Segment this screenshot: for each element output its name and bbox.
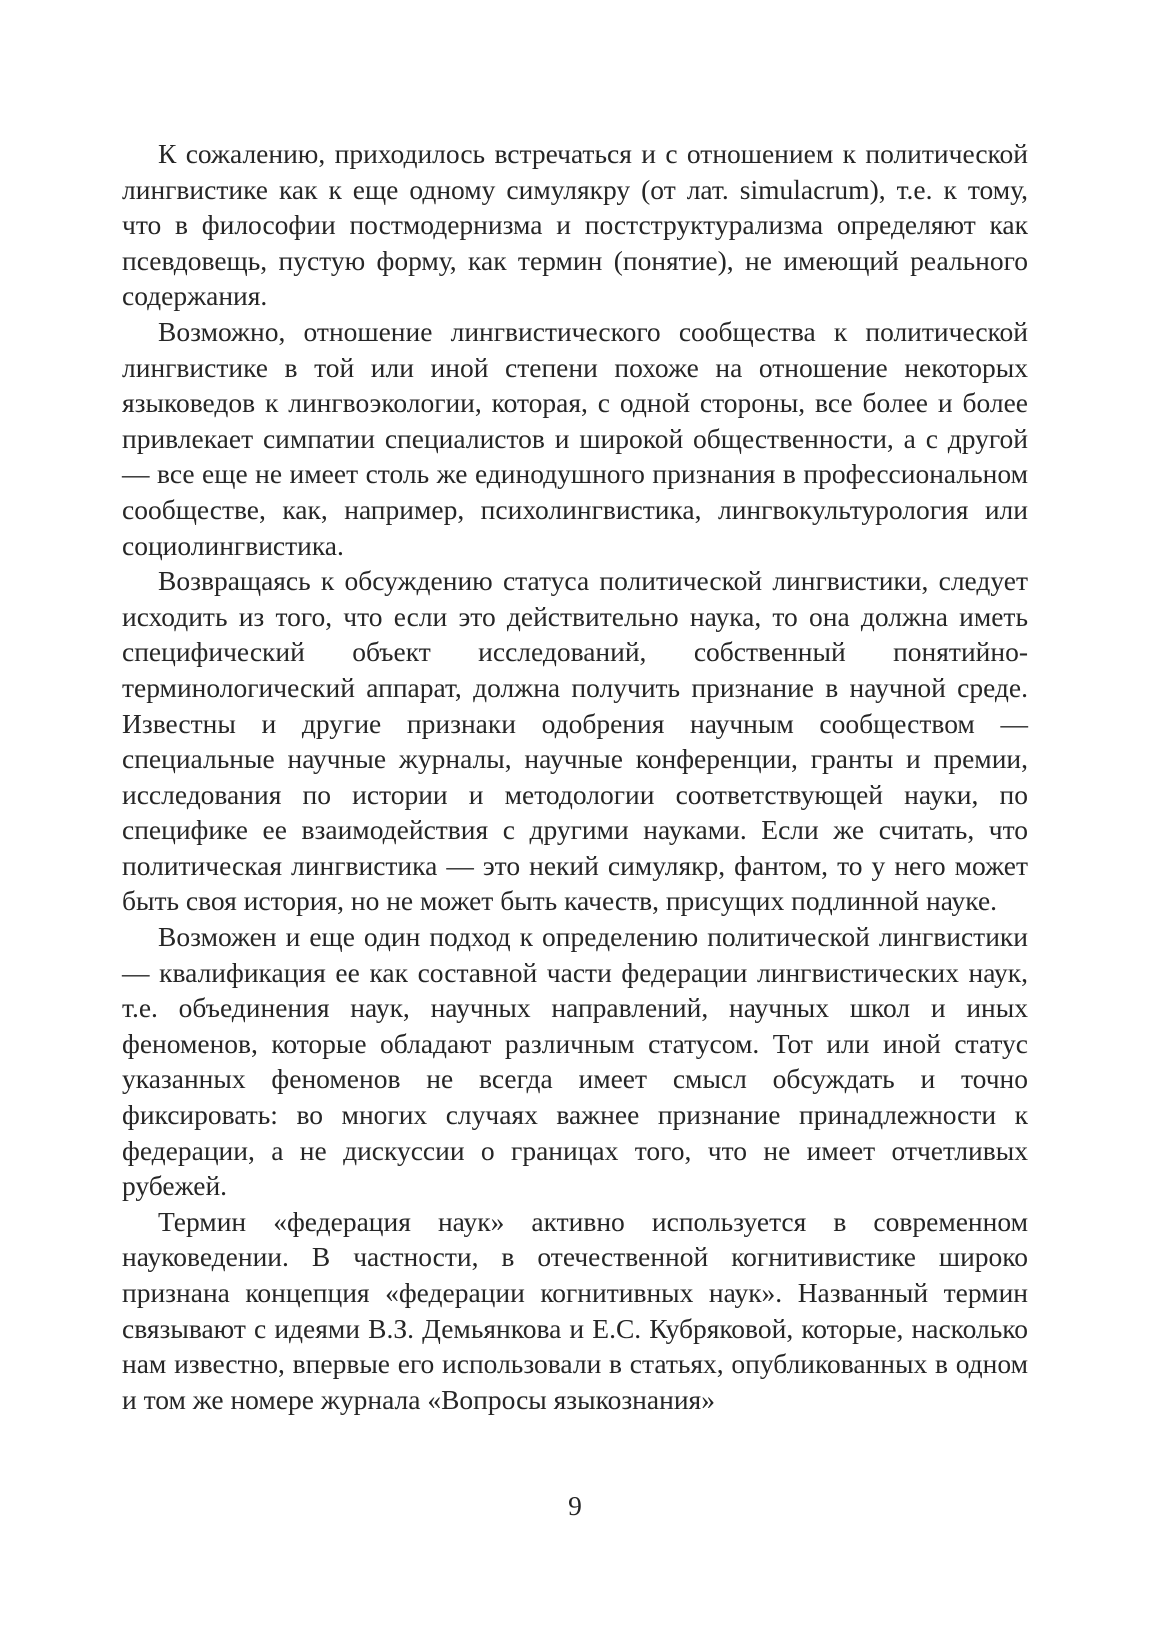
paragraph-simulacrum: К сожалению, приходилось встречаться и с отношением к политической лингвистике как к еще одному симулякру (от лат. simulacrum), т.е. к тому, что в философии постмодернизма и постструктурализма определяют как псевдовещь, пустую форму, как термин (понятие), не имеющий реального содержания. — [122, 138, 1028, 312]
body-text — [122, 136, 1028, 1417]
paragraph-term-federation: Термин «федерация наук» активно используется в современном науковедении. В частности, в отечественной когнитивистике широко признана концепция «федерации когнитивных наук». Названный термин связывают с идеями В.З. Демьянкова и Е.С. Кубряковой, которые, насколько нам известно, впервые его использовали в статьях, опубликованных в одном и том же номере журнала «Вопросы языкознания» — [122, 1205, 1028, 1415]
paragraph-federation: Возможен и еще один подход к определению политической лингвистики — квалификация ее как составной части федерации лингвистических наук, т.е. объединения наук, научных направлений, научных школ и иных феноменов, которые обладают различным статусом. Тот или иной статус указанных феноменов не всегда имеет смысл обсуждать и точно фиксировать: во многих случаях важнее признание принадлежности к федерации, а не дискуссии о границах того, что не имеет отчетливых рубежей. — [122, 921, 1028, 1202]
page-number: 9 — [568, 1490, 582, 1521]
paragraph-linguoecology: Возможно, отношение лингвистического сообщества к политической лингвистике в той или иной степени похоже на отношение некоторых языковедов к лингвоэкологии, которая, с одной стороны, все более и более привлекает симпатии специалистов и широкой общественности, а с другой — все еще не имеет столь же единодушного признания в профессиональном сообществе, как, например, психолингвистика, лингвокультурология или социолингвистика. — [122, 315, 1028, 561]
paragraph-status: Возвращаясь к обсуждению статуса политической лингвистики, следует исходить из того, что если это действительно наука, то она должна иметь специфический объект исследований, собственный понятийно-терминологический аппарат, должна получить признание в научной среде. Известны и другие признаки одобрения научным сообществом — специальные научные журналы, научные конференции, гранты и премии, исследования по истории и методологии соответствующей науки, по специфике ее взаимодействия с другими науками. Если же считать, что политическая лингвистика — это некий симулякр, фантом, то у него может быть своя история, но не может быть качеств, присущих подлинной науке. — [122, 565, 1028, 917]
